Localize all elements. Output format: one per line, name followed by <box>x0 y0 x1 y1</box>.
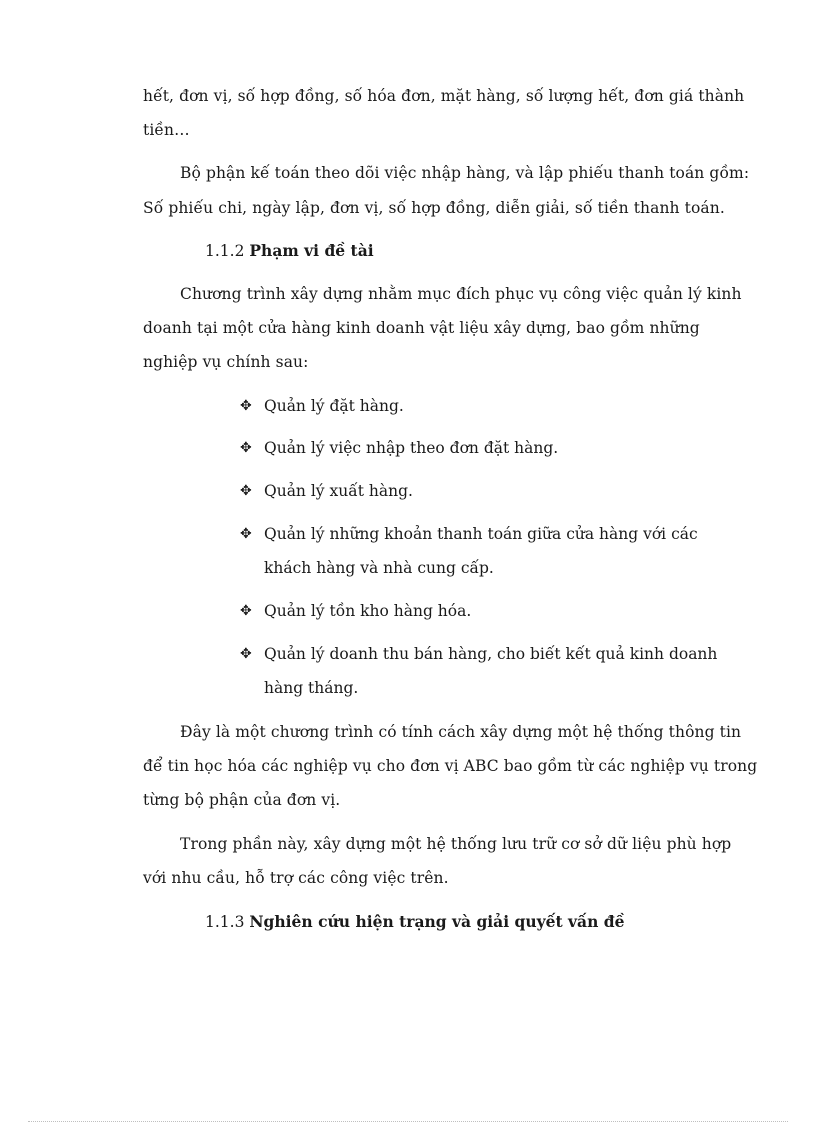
list-item-text: Quản lý xuất hàng. <box>264 482 413 500</box>
list-item <box>240 396 404 416</box>
paragraph-top-line-1: hết, đơn vị, số hợp đồng, số hóa đơn, mặt hàng, số lượng hết, đơn giá thành <box>143 87 745 105</box>
paragraph-accounting-line-2: Số phiếu chi, ngày lập, đơn vị, số hợp đồng, diễn giải, số tiền thanh toán. <box>143 199 725 217</box>
paragraph-system-line-2: để tin học hóa các nghiệp vụ cho đơn vị ABC bao gồm từ các nghiệp vụ trong <box>143 757 758 775</box>
paragraph-system-line-1: Đây là một chương trình có tính cách xây dựng một hệ thống thông tin <box>180 723 742 741</box>
four-diamond-bullet-icon: ✥ <box>240 398 252 414</box>
paragraph-db-line-2: với nhu cầu, hỗ trợ các công việc trên. <box>143 869 449 887</box>
page-bottom-divider <box>28 1121 788 1122</box>
four-diamond-bullet-icon: ✥ <box>240 646 252 662</box>
section-number: 1.1.2 <box>205 242 245 260</box>
list-item <box>240 438 558 458</box>
list-item <box>240 524 698 544</box>
four-diamond-bullet-icon: ✥ <box>240 483 252 499</box>
section-heading-1-1-3 <box>205 912 624 932</box>
paragraph-db-line-1: Trong phần này, xây dựng một hệ thống lưu trữ cơ sở dữ liệu phù hợp <box>180 835 732 853</box>
list-item <box>240 481 413 501</box>
paragraph-scope-line-2: doanh tại một cửa hàng kinh doanh vật liệu xây dựng, bao gồm những <box>143 319 700 337</box>
paragraph-accounting-line-1: Bộ phận kế toán theo dõi việc nhập hàng, và lập phiếu thanh toán gồm: <box>180 164 750 182</box>
four-diamond-bullet-icon: ✥ <box>240 603 252 619</box>
list-item <box>240 601 471 621</box>
four-diamond-bullet-icon: ✥ <box>240 440 252 456</box>
list-item-continuation: khách hàng và nhà cung cấp. <box>264 559 494 577</box>
paragraph-scope-line-3: nghiệp vụ chính sau: <box>143 353 309 371</box>
list-item-text: Quản lý việc nhập theo đơn đặt hàng. <box>264 439 559 457</box>
paragraph-top-line-2: tiền… <box>143 121 190 139</box>
section-title: Phạm vi đề tài <box>249 241 374 260</box>
section-number: 1.1.3 <box>205 913 245 931</box>
list-item <box>240 644 717 664</box>
list-item-continuation: hàng tháng. <box>264 679 359 697</box>
section-heading-1-1-2 <box>205 241 374 261</box>
paragraph-system-line-3: từng bộ phận của đơn vị. <box>143 791 341 809</box>
list-item-text: Quản lý những khoản thanh toán giữa cửa hàng với các <box>264 525 698 543</box>
section-title: Nghiên cứu hiện trạng và giải quyết vấn đề <box>249 912 625 931</box>
list-item-text: Quản lý tồn kho hàng hóa. <box>264 602 472 620</box>
list-item-text: Quản lý doanh thu bán hàng, cho biết kết quả kinh doanh <box>264 645 718 663</box>
paragraph-scope-line-1: Chương trình xây dựng nhằm mục đích phục vụ công việc quản lý kinh <box>180 285 742 303</box>
list-item-text: Quản lý đặt hàng. <box>264 397 404 415</box>
four-diamond-bullet-icon: ✥ <box>240 526 252 542</box>
